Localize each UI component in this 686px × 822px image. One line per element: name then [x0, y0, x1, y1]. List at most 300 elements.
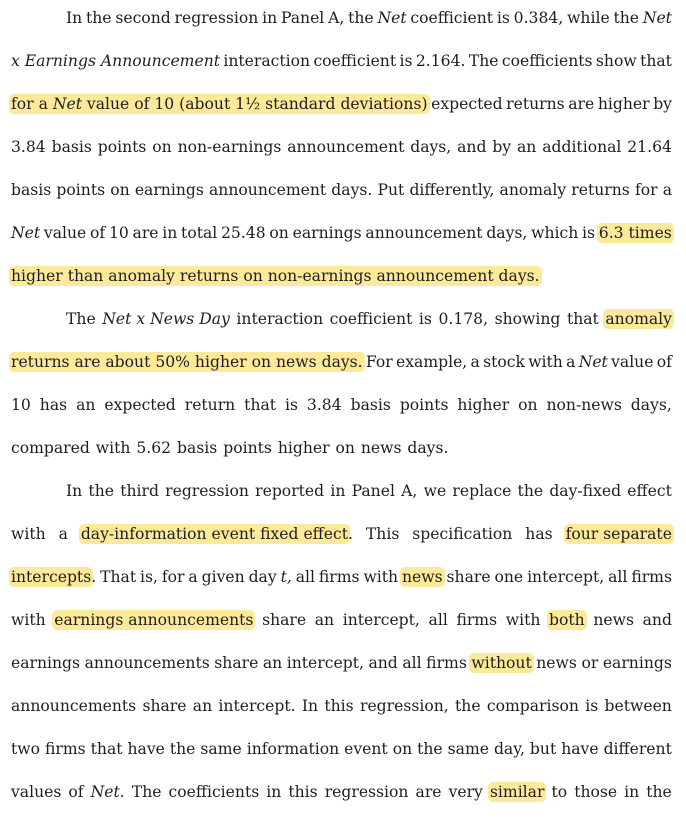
word-text: share [446, 568, 491, 586]
word-text: points [223, 439, 272, 457]
word [66, 304, 96, 334]
word [579, 347, 608, 377]
word [269, 218, 288, 248]
word [11, 347, 363, 377]
word [527, 562, 604, 592]
word [302, 691, 318, 721]
word [98, 132, 147, 162]
word-text: regression, [359, 697, 449, 715]
word-text: are [415, 783, 442, 801]
highlight-part: both [549, 611, 585, 629]
word-text: anomaly [499, 181, 567, 199]
word-text: compared [11, 439, 90, 457]
word [249, 562, 277, 592]
word [585, 691, 598, 721]
word-text: intercept. [218, 697, 296, 715]
highlight-part: intercepts [11, 568, 92, 586]
word [500, 175, 567, 205]
word [100, 562, 136, 592]
word [429, 605, 448, 635]
word-text: regression [174, 9, 259, 27]
word [605, 304, 672, 334]
word [236, 304, 323, 334]
word-text: news [593, 611, 634, 629]
word [185, 390, 236, 420]
word [410, 3, 493, 33]
word-text: replace [452, 482, 512, 500]
word-text: for [634, 181, 658, 199]
word [56, 175, 105, 205]
word-text: on [335, 439, 355, 457]
word [366, 519, 399, 549]
word-text: on [152, 138, 172, 156]
word-text: firms [456, 611, 498, 629]
word-text: 3.84 [306, 396, 342, 414]
word-text: is [585, 697, 599, 715]
word-text: with [11, 611, 46, 629]
highlight-part: anomaly [605, 310, 672, 328]
word-text: very [448, 783, 483, 801]
word-text: share [262, 611, 307, 629]
word [140, 562, 158, 592]
highlighted-text [9, 266, 542, 286]
word [502, 46, 593, 76]
highlighted-text [79, 524, 350, 544]
word-text: comparison [486, 697, 579, 715]
word-text: . [348, 525, 353, 543]
word-text: A, [401, 482, 418, 500]
word [214, 648, 258, 678]
text-line [11, 390, 672, 420]
word-text: show [595, 52, 637, 70]
highlighted-text [603, 309, 674, 329]
word-text: return [184, 396, 236, 414]
text-line [11, 734, 672, 764]
word-text: regression [165, 482, 249, 500]
word [11, 734, 40, 764]
word [81, 519, 353, 549]
word-text: to [551, 783, 568, 801]
word [536, 648, 577, 678]
word [120, 476, 159, 506]
word-text: third [120, 482, 159, 500]
word [582, 218, 595, 248]
word [11, 519, 46, 549]
word [188, 562, 197, 592]
word-text: an [516, 138, 537, 156]
word-text: an [314, 611, 335, 629]
word [11, 390, 31, 420]
word [90, 218, 105, 248]
word-text: share [142, 697, 187, 715]
word [44, 218, 86, 248]
word [568, 89, 594, 119]
word-text: is [582, 224, 596, 242]
word-text: coefficient [313, 52, 397, 70]
highlighted-text [469, 653, 533, 673]
word [262, 3, 277, 33]
word [175, 3, 259, 33]
word [11, 46, 220, 76]
text-line [11, 46, 672, 76]
word [165, 476, 249, 506]
word [424, 476, 447, 506]
word [218, 691, 295, 721]
word-text: in [266, 783, 282, 801]
word [528, 347, 563, 377]
text-line [11, 261, 672, 291]
word-text: 10 [108, 224, 129, 242]
word [640, 46, 672, 76]
text-line [11, 347, 672, 377]
word-text: The [131, 783, 162, 801]
word [448, 734, 489, 764]
word [646, 777, 672, 807]
word [494, 562, 523, 592]
word-text: same [447, 740, 489, 758]
word [495, 304, 561, 334]
word-text: announcement [365, 224, 483, 242]
word-text: all [402, 654, 422, 672]
highlight-part: value of 10 (about 1½ standard deviations) [81, 95, 428, 113]
word-text: on [269, 224, 289, 242]
word [331, 175, 372, 205]
text-line [11, 605, 672, 635]
word [221, 218, 266, 248]
text-line [11, 89, 672, 119]
word-text: with [11, 525, 46, 543]
word [11, 605, 46, 635]
highlight-part: day-information event fixed effect [80, 525, 348, 543]
word [365, 218, 482, 248]
word [653, 89, 672, 119]
word-text: that [244, 396, 277, 414]
word [447, 562, 491, 592]
word [490, 777, 545, 807]
word-text: with [95, 439, 131, 457]
word [416, 777, 442, 807]
word-text: same [200, 740, 242, 758]
word [91, 777, 125, 807]
word-text: differently, [409, 181, 495, 199]
word [643, 3, 672, 33]
word [401, 476, 417, 506]
word [11, 648, 80, 678]
word [152, 132, 171, 162]
word [328, 3, 344, 33]
italic-term: Net [578, 353, 608, 371]
word-text: is, [140, 568, 158, 586]
word [319, 562, 360, 592]
word-text: announcement [287, 138, 405, 156]
word-text: additional [542, 138, 622, 156]
word [11, 218, 40, 248]
word [471, 648, 531, 678]
word [518, 476, 544, 506]
word [266, 777, 281, 807]
text-line [11, 519, 672, 549]
word [514, 3, 564, 33]
word [506, 89, 565, 119]
word [492, 132, 511, 162]
word-text: by [492, 138, 512, 156]
word-text: are [568, 95, 595, 113]
highlight-part: news [402, 568, 443, 586]
word-text: points [97, 138, 147, 156]
word-text: higher [277, 439, 330, 457]
word [581, 648, 598, 678]
highlighted-text [400, 567, 445, 587]
highlight-part: without [471, 654, 532, 672]
word [531, 218, 578, 248]
word [115, 3, 170, 33]
word-text: those [574, 783, 618, 801]
word [599, 218, 672, 248]
word-text: second [115, 9, 171, 27]
word [469, 46, 499, 76]
word-text: non-earnings [177, 138, 282, 156]
word-text: interaction [236, 310, 324, 328]
word-text: a [188, 568, 198, 586]
word-text: 0.178, [438, 310, 489, 328]
word [223, 46, 310, 76]
word-text: an [262, 654, 283, 672]
word-text: 3.84 [11, 138, 46, 156]
word-text: the [613, 9, 640, 27]
word-text: 2.164. [415, 52, 466, 70]
word-text: days, [410, 138, 452, 156]
word-text: is [284, 396, 298, 414]
word-text: points [56, 181, 106, 199]
word-text: coefficient [329, 310, 413, 328]
word [635, 175, 658, 205]
word [162, 218, 177, 248]
word-text: the [517, 482, 544, 500]
word [608, 562, 627, 592]
word-text: . [119, 783, 125, 801]
word-text: and [368, 654, 398, 672]
word-text: days, [486, 224, 528, 242]
word-text: between [604, 697, 672, 715]
word-text: Put [377, 181, 405, 199]
word [262, 605, 306, 635]
word-text: value [611, 353, 654, 371]
text-line [11, 433, 672, 463]
word [546, 390, 621, 420]
highlight-part: 6.3 times [598, 224, 672, 242]
word [200, 734, 241, 764]
word [396, 347, 467, 377]
word-text: The [468, 52, 499, 70]
word-text: total [181, 224, 218, 242]
word-text: that [640, 52, 672, 70]
word-text: The [66, 310, 96, 328]
word-text: has [39, 396, 68, 414]
highlight-part: returns are about 50% higher on news days. [11, 353, 363, 371]
text-line [66, 304, 672, 334]
word-text: on [110, 181, 130, 199]
word-text: the [417, 740, 443, 758]
italic-term: Net [377, 9, 407, 27]
word-text: the [348, 9, 374, 27]
word-text: in [330, 482, 346, 500]
word-text: basis [51, 138, 92, 156]
word [255, 476, 324, 506]
italic-term: x Earnings Announcement [11, 52, 221, 70]
highlighted-text [9, 94, 430, 114]
italic-term: t, [280, 568, 292, 586]
word-text: higher [597, 95, 650, 113]
word-text: one [494, 568, 524, 586]
word [104, 390, 175, 420]
word-text: effect [627, 482, 672, 500]
word [486, 218, 527, 248]
word [110, 175, 129, 205]
word-text: earnings [292, 224, 362, 242]
word [393, 734, 412, 764]
word-text: non-news [546, 396, 622, 414]
word [307, 390, 342, 420]
word [68, 777, 83, 807]
word [407, 433, 448, 463]
word-text: a [470, 353, 480, 371]
word [135, 175, 204, 205]
word [11, 89, 428, 119]
word [567, 304, 599, 334]
word-text: days. [331, 181, 373, 199]
word-text: returns [506, 95, 565, 113]
word-text: the [455, 697, 481, 715]
word [360, 691, 449, 721]
word-text: are [132, 224, 159, 242]
highlight-part: higher than anomaly returns on non-earnings announcement days. [11, 267, 540, 285]
word-text: an [76, 396, 96, 414]
word-text: the [86, 9, 112, 27]
word [133, 218, 159, 248]
word [330, 304, 413, 334]
word [330, 476, 345, 506]
word-text: days, [630, 396, 672, 414]
highlighted-text [564, 524, 674, 544]
word [11, 433, 90, 463]
word-text: announcements [84, 654, 210, 672]
word-text: different [603, 740, 672, 758]
word [91, 734, 123, 764]
word-text: basis [11, 181, 52, 199]
word [561, 734, 598, 764]
word [293, 218, 362, 248]
word-text: two [11, 740, 41, 758]
word [66, 476, 82, 506]
word-text: by [653, 95, 672, 113]
word-text: expected [104, 396, 176, 414]
text-line [11, 562, 672, 592]
word [399, 46, 412, 76]
word [663, 175, 672, 205]
word-text: announcements [11, 697, 137, 715]
word [627, 132, 672, 162]
word-text: higher [457, 396, 510, 414]
word-text: intercept, [342, 611, 420, 629]
word [483, 347, 525, 377]
word-text: the [646, 783, 672, 801]
word [363, 562, 398, 592]
word [402, 648, 421, 678]
word [142, 691, 186, 721]
word-text: value [43, 224, 87, 242]
word [631, 562, 672, 592]
word-text: regression [324, 783, 409, 801]
word-text: day, [493, 740, 525, 758]
word [567, 3, 610, 33]
word [263, 648, 282, 678]
word [566, 519, 672, 549]
word [631, 390, 672, 420]
word [59, 519, 68, 549]
word-text: we [423, 482, 447, 500]
word-text: firms [631, 568, 672, 586]
word-text: This [365, 525, 400, 543]
highlight-part: similar [489, 783, 545, 801]
word-text: . [91, 568, 97, 586]
word [86, 3, 112, 33]
word [426, 648, 467, 678]
word [571, 175, 630, 205]
italic-term: Net [11, 224, 41, 242]
highlighted-text [52, 610, 255, 630]
word [605, 691, 672, 721]
word-text: on [392, 740, 413, 758]
word [11, 132, 46, 162]
word [170, 734, 196, 764]
word-text: firms [426, 654, 467, 672]
word [549, 605, 585, 635]
italic-term: Net x News Day [102, 310, 230, 328]
word [102, 304, 230, 334]
word-text: In [66, 9, 83, 27]
word-text: A, [328, 9, 345, 27]
word [209, 175, 326, 205]
highlighted-text [547, 610, 587, 630]
word [549, 476, 621, 506]
word-text: 0.384, [513, 9, 564, 27]
word-text: day-fixed [549, 482, 622, 500]
word [378, 175, 405, 205]
word [288, 777, 317, 807]
word-text: That [100, 568, 137, 586]
word [11, 175, 51, 205]
word [409, 175, 494, 205]
word [593, 605, 634, 635]
word [657, 347, 672, 377]
word [456, 605, 497, 635]
word-text: have [127, 740, 165, 758]
word [487, 691, 579, 721]
word [624, 777, 639, 807]
word [530, 734, 556, 764]
text-line [11, 175, 672, 205]
word-text: news [536, 654, 577, 672]
word [566, 347, 575, 377]
word-text: 5.62 [136, 439, 172, 457]
word [613, 3, 639, 33]
highlighted-text [488, 782, 547, 802]
word [361, 433, 402, 463]
word-text: with [363, 568, 399, 586]
word-text: is [418, 310, 432, 328]
word-text: this [288, 783, 318, 801]
word [76, 390, 95, 420]
